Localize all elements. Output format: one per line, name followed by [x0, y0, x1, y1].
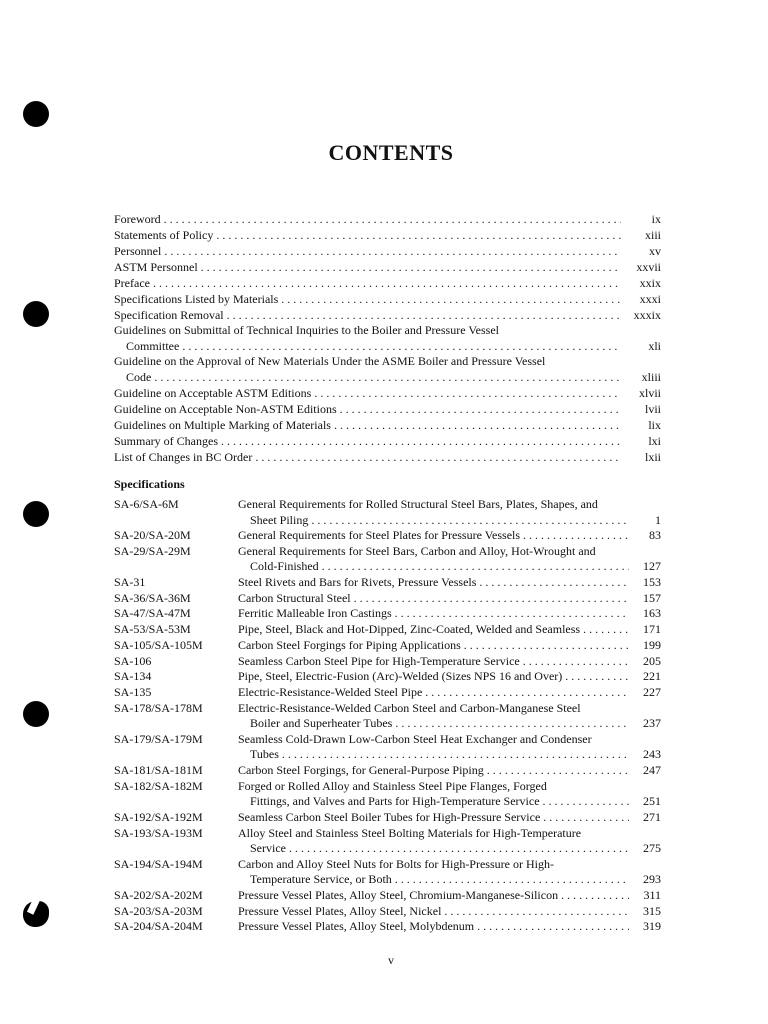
toc-entry-page: lvii [644, 402, 661, 416]
spec-id: SA-47/SA-47M [114, 606, 191, 620]
spec-page: 153 [643, 575, 661, 589]
toc-entry-label: Committee . . . [126, 338, 621, 354]
toc-entry-page: lix [648, 418, 661, 432]
spec-entry[interactable] [238, 605, 661, 621]
toc-entry-page: xxxi [639, 292, 661, 306]
toc-entry-label: Preface . . . [114, 275, 621, 291]
spec-title-line1[interactable]: Electric-Resistance-Welded Carbon Steel and Carbon-Manganese Steel [238, 701, 581, 715]
toc-entry-label: Guideline on Acceptable ASTM Editions . . . [114, 385, 621, 401]
toc-entry-label-line1[interactable]: Guideline on the Approval of New Materials Under the ASME Boiler and Pressure Vessel [114, 354, 546, 368]
spec-id: SA-106 [114, 654, 152, 668]
toc-entry-label: Summary of Changes . . . [114, 433, 621, 449]
toc-entry-page: lxi [648, 434, 661, 448]
toc-entry-label: Guideline on Acceptable Non-ASTM Editions . . . [114, 401, 621, 417]
spec-page: 127 [643, 559, 661, 573]
spec-title-line1[interactable]: General Requirements for Rolled Structural Steel Bars, Plates, Shapes, and [238, 497, 598, 511]
spec-title: Seamless Carbon Steel Boiler Tubes for High-Pressure Service . . . [238, 809, 629, 825]
spec-page: 275 [643, 841, 661, 855]
spec-id: SA-204/SA-204M [114, 919, 203, 933]
toc-entry-page: lxii [644, 450, 661, 464]
toc-entry[interactable] [114, 291, 661, 307]
spec-id: SA-20/SA-20M [114, 528, 191, 542]
spec-title: Temperature Service, or Both . . . [250, 871, 629, 887]
spec-id: SA-135 [114, 685, 152, 699]
toc-entry-label: Foreword . . . [114, 211, 621, 227]
spec-id: SA-194/SA-194M [114, 857, 203, 871]
spec-entry[interactable] [238, 668, 661, 684]
spec-title: Carbon Steel Forgings for Piping Applications . . . [238, 637, 629, 653]
spec-title: Tubes . . . [250, 746, 629, 762]
spec-title: Pipe, Steel, Electric-Fusion (Arc)-Welded (Sizes NPS 16 and Over) . . . [238, 668, 629, 684]
binder-hole-3 [23, 501, 49, 527]
spec-page: 237 [643, 716, 661, 730]
spec-title: Electric-Resistance-Welded Steel Pipe . . . [238, 684, 629, 700]
toc-entry-page: xlvii [638, 386, 661, 400]
toc-entry-label: Specifications Listed by Materials . . . [114, 291, 621, 307]
spec-page: 251 [643, 794, 661, 808]
spec-id: SA-181/SA-181M [114, 763, 203, 777]
spec-page: 243 [643, 747, 661, 761]
spec-entry[interactable] [238, 590, 661, 606]
spec-title: Cold-Finished . . . [250, 558, 629, 574]
toc-entry[interactable] [114, 227, 661, 243]
spec-entry[interactable] [238, 746, 661, 762]
spec-page: 157 [643, 591, 661, 605]
toc-entry-page: ix [651, 212, 661, 226]
spec-title: Boiler and Superheater Tubes . . . [250, 715, 629, 731]
toc-entry[interactable] [114, 417, 661, 433]
spec-title: Service . . . [250, 840, 629, 856]
spec-title: Steel Rivets and Bars for Rivets, Pressure Vessels . . . [238, 574, 629, 590]
spec-title: General Requirements for Steel Plates for Pressure Vessels . . . [238, 527, 629, 543]
spec-id: SA-6/SA-6M [114, 497, 179, 511]
spec-id: SA-31 [114, 575, 146, 589]
spec-page: 199 [643, 638, 661, 652]
spec-entry[interactable] [238, 918, 661, 934]
toc-entry-page: xliii [641, 370, 661, 384]
spec-page: 221 [643, 669, 661, 683]
spec-title-line1[interactable]: Alloy Steel and Stainless Steel Bolting Materials for High-Temperature [238, 826, 582, 840]
spec-title-line1[interactable]: Carbon and Alloy Steel Nuts for Bolts for High-Pressure or High- [238, 857, 554, 871]
spec-title: Carbon Structural Steel . . . [238, 590, 629, 606]
spec-page: 83 [649, 528, 661, 542]
toc-entry-label: Statements of Policy . . . [114, 227, 621, 243]
spec-title-line1[interactable]: General Requirements for Steel Bars, Carbon and Alloy, Hot-Wrought and [238, 544, 596, 558]
toc-entry-page: xv [649, 244, 661, 258]
binder-hole-2 [23, 301, 49, 327]
toc-entry-label-line1[interactable]: Guidelines on Submittal of Technical Inquiries to the Boiler and Pressure Vessel [114, 323, 499, 337]
spec-title: Ferritic Malleable Iron Castings . . . [238, 605, 629, 621]
toc-entry[interactable] [114, 433, 661, 449]
spec-page: 1 [655, 513, 661, 527]
spec-title: Fittings, and Valves and Parts for High-Temperature Service . . . [250, 793, 629, 809]
spec-page: 205 [643, 654, 661, 668]
spec-title-line1[interactable]: Seamless Cold-Drawn Low-Carbon Steel Heat Exchanger and Condenser [238, 732, 592, 746]
spec-id: SA-179/SA-179M [114, 732, 203, 746]
toc-entry-page: xiii [644, 228, 661, 242]
toc-entry-page: xli [648, 339, 661, 353]
toc-entry[interactable] [114, 275, 661, 291]
toc-entry-page: xxvii [636, 260, 661, 274]
toc-entry[interactable] [114, 385, 661, 401]
spec-title: Seamless Carbon Steel Pipe for High-Temperature Service . . . [238, 653, 629, 669]
spec-id: SA-29/SA-29M [114, 544, 191, 558]
spec-page: 163 [643, 606, 661, 620]
spec-title: Pipe, Steel, Black and Hot-Dipped, Zinc-Coated, Welded and Seamless . . . [238, 621, 629, 637]
spec-id: SA-178/SA-178M [114, 701, 203, 715]
spec-page: 293 [643, 872, 661, 886]
spec-title: Pressure Vessel Plates, Alloy Steel, Molybdenum . . . [238, 918, 629, 934]
spec-entry[interactable] [238, 653, 661, 669]
spec-entry[interactable] [238, 684, 661, 700]
toc-entry[interactable] [114, 211, 661, 227]
page-title: CONTENTS [328, 140, 454, 165]
spec-id: SA-203/SA-203M [114, 904, 203, 918]
spec-id: SA-202/SA-202M [114, 888, 203, 902]
spec-id: SA-134 [114, 669, 152, 683]
spec-page: 319 [643, 919, 661, 933]
spec-entry[interactable] [238, 512, 661, 528]
spec-page: 315 [643, 904, 661, 918]
binder-hole-5 [23, 901, 49, 927]
spec-entry[interactable] [238, 840, 661, 856]
toc-entry[interactable] [114, 449, 661, 465]
spec-title: Carbon Steel Forgings, for General-Purpose Piping . . . [238, 762, 629, 778]
spec-entry[interactable] [238, 715, 661, 731]
spec-entry[interactable] [238, 621, 661, 637]
spec-entry[interactable] [238, 637, 661, 653]
toc-entry[interactable] [114, 369, 661, 385]
spec-title-line1[interactable]: Forged or Rolled Alloy and Stainless Steel Pipe Flanges, Forged [238, 779, 547, 793]
spec-entry[interactable] [238, 809, 661, 825]
spec-entry[interactable] [238, 887, 661, 903]
spec-title: Pressure Vessel Plates, Alloy Steel, Nickel . . . [238, 903, 629, 919]
toc-entry-page: xxxix [633, 308, 661, 322]
toc-entry-label: Code . . . [126, 369, 621, 385]
spec-entry[interactable] [238, 762, 661, 778]
spec-id: SA-53/SA-53M [114, 622, 191, 636]
toc-entry-label: ASTM Personnel . . . [114, 259, 621, 275]
spec-page: 227 [643, 685, 661, 699]
toc-entry[interactable] [114, 243, 661, 259]
spec-id: SA-193/SA-193M [114, 826, 203, 840]
spec-id: SA-182/SA-182M [114, 779, 203, 793]
spec-page: 271 [643, 810, 661, 824]
page-number: v [388, 953, 394, 967]
spec-page: 247 [643, 763, 661, 777]
toc-entry-label: Guidelines on Multiple Marking of Materials . . . [114, 417, 621, 433]
toc-entry[interactable] [114, 307, 661, 323]
spec-entry[interactable] [238, 871, 661, 887]
spec-entry[interactable] [238, 527, 661, 543]
specifications-heading: Specifications [114, 477, 185, 491]
spec-title: Pressure Vessel Plates, Alloy Steel, Chromium-Manganese-Silicon . . . [238, 887, 629, 903]
spec-page: 311 [643, 888, 661, 902]
spec-entry[interactable] [238, 793, 661, 809]
toc-entry[interactable] [114, 338, 661, 354]
spec-id: SA-192/SA-192M [114, 810, 203, 824]
binder-hole-1 [23, 101, 49, 127]
spec-entry[interactable] [238, 558, 661, 574]
binder-hole-4 [23, 701, 49, 727]
spec-entry[interactable] [238, 903, 661, 919]
toc-entry-label: Personnel . . . [114, 243, 621, 259]
toc-entry[interactable] [114, 401, 661, 417]
spec-entry[interactable] [238, 574, 661, 590]
spec-page: 171 [643, 622, 661, 636]
toc-entry-page: xxix [639, 276, 661, 290]
spec-title: Sheet Piling . . . [250, 512, 629, 528]
spec-id: SA-36/SA-36M [114, 591, 191, 605]
toc-entry-label: List of Changes in BC Order . . . [114, 449, 621, 465]
spec-id: SA-105/SA-105M [114, 638, 203, 652]
toc-entry[interactable] [114, 259, 661, 275]
toc-entry-label: Specification Removal . . . [114, 307, 621, 323]
